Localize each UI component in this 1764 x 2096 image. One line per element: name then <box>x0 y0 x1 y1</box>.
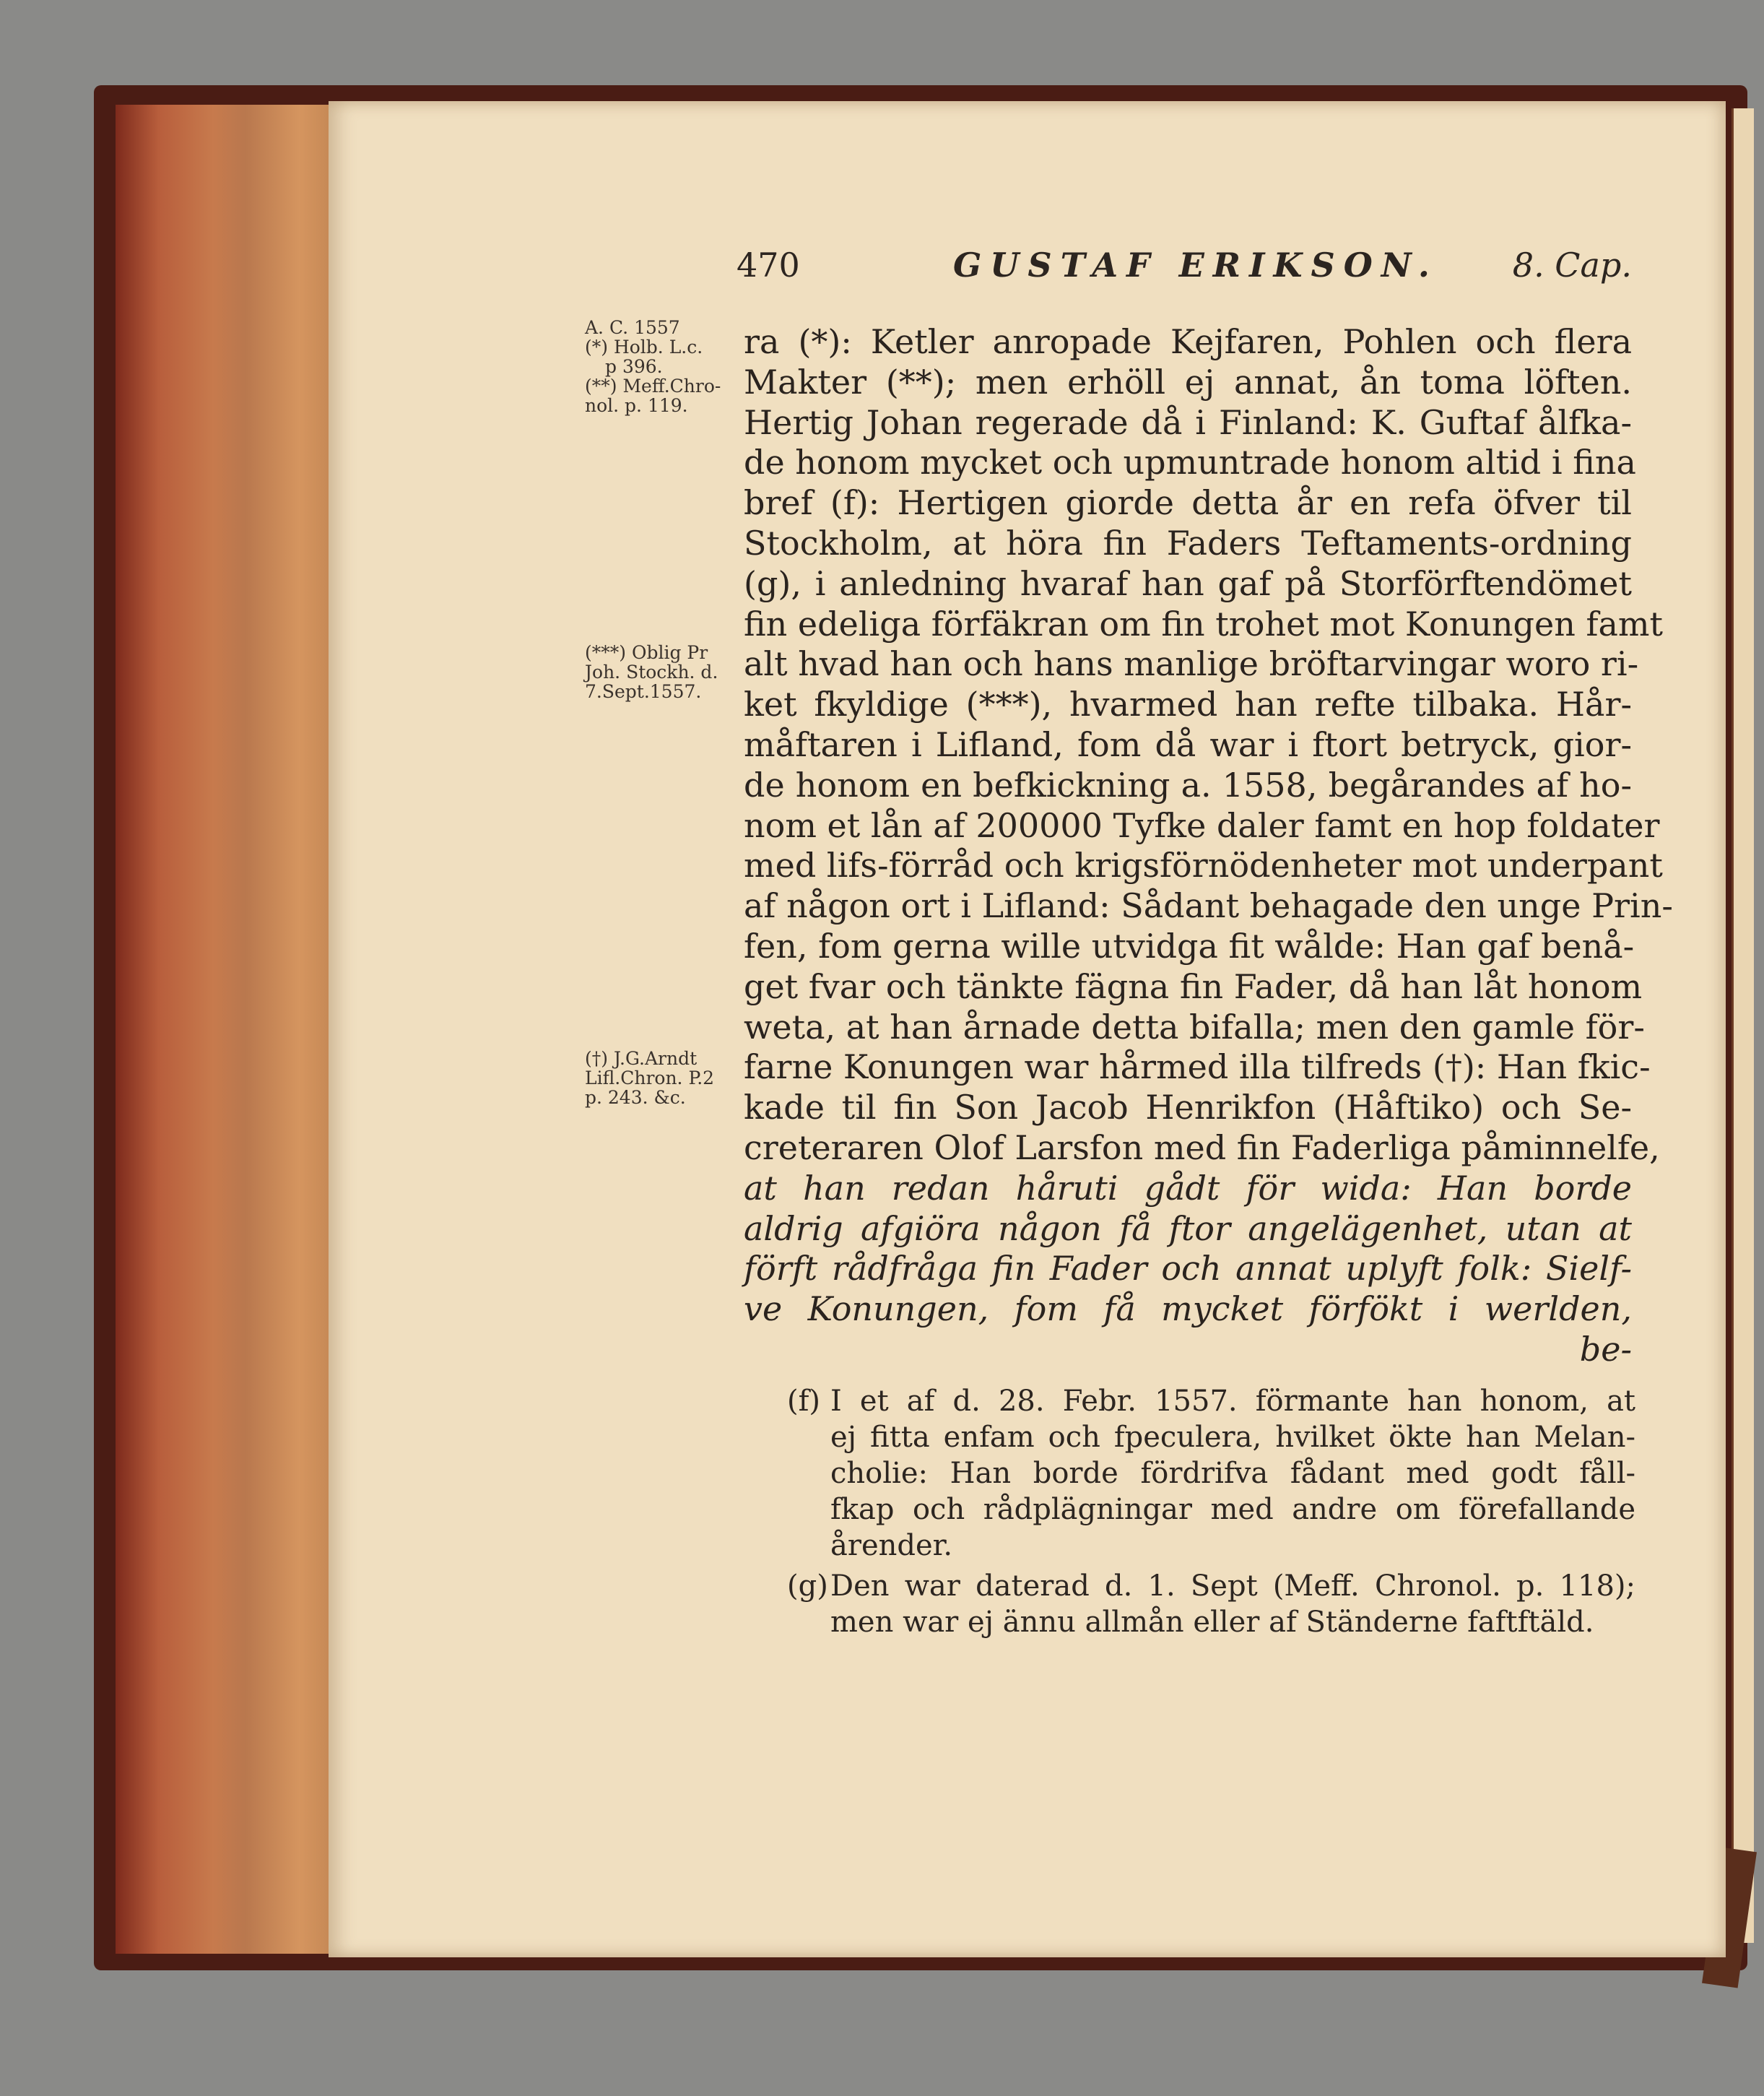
footnote-label: (g) <box>787 1569 828 1603</box>
text-line: de honom mycket och upmuntrade honom altid i fina <box>744 443 1636 482</box>
margin-note-line: p. 243. &c. <box>585 1087 686 1108</box>
margin-note-line: Lifl.Chron. P.2 <box>585 1068 715 1088</box>
margin-note-line: (**) Meff.Chro- <box>585 376 721 397</box>
margin-note-line: (*) Holb. L.c. <box>585 337 703 358</box>
footnote-line: I et af d. 28. Febr. 1557. förmante han honom, at <box>830 1385 1635 1418</box>
text-line: af någon ort i Lifland: Sådant behagade den unge Prin- <box>744 886 1673 926</box>
text-line: Hertig Johan regerade då i Finland: K. Guftaf ålfka- <box>744 402 1632 442</box>
text-line: bref (f): Hertigen giorde detta år en refa öfver til <box>744 483 1632 523</box>
margin-note-line: (†) J.G.Arndt <box>585 1048 698 1069</box>
facing-page-edge <box>1732 108 1754 1943</box>
chapter-label: 8. Cap. <box>1512 246 1632 285</box>
text-line: Stockholm, at höra fin Faders Teftaments-ordning <box>744 523 1632 563</box>
text-line: farne Konungen war hårmed illa tilfreds (†): Han fkic- <box>744 1047 1651 1087</box>
text-line: nom et lån af 200000 Tyfke daler famt en hop foldater <box>744 805 1660 845</box>
text-line: kade til fin Son Jacob Henrikfon (Håftiko) och Se- <box>744 1088 1632 1127</box>
text-line: weta, at han årnade detta bifalla; men den gamle för- <box>744 1007 1645 1047</box>
text-line: de honom en befkickning a. 1558, begårandes af ho- <box>744 765 1632 805</box>
text-line: creteraren Olof Larsfon med fin Faderliga påminnelfe, <box>744 1127 1660 1167</box>
running-title: GUSTAF ERIKSON. <box>953 246 1438 285</box>
text-line: fen, fom gerna wille utvidga fit wålde: Han gaf benå- <box>744 926 1635 966</box>
catchword: be- <box>1579 1329 1632 1369</box>
footnote-line: årender. <box>830 1529 953 1562</box>
footnotes <box>787 1383 1635 1643</box>
margin-note <box>585 318 737 415</box>
margin-note <box>585 643 737 701</box>
text-line: at han redan håruti gådt för wida: Han borde <box>744 1168 1632 1208</box>
footnote-line: ej fitta enfam och fpeculera, hvilket ökte han Melan- <box>830 1421 1635 1454</box>
text-line: aldrig afgiöra någon få ftor angelägenhet, utan at <box>744 1208 1632 1248</box>
text-line: ket fkyldige (***), hvarmed han refte tilbaka. Hår- <box>744 685 1632 724</box>
footnote-line: fkap och rådplägningar med andre om förefallande <box>830 1493 1635 1526</box>
margin-note-line: Joh. Stockh. d. <box>585 662 718 683</box>
page-number: 470 <box>737 246 800 285</box>
footnote-line: Den war daterad d. 1. Sept (Meff. Chronol. p. 118); <box>830 1569 1635 1603</box>
page-edges <box>116 105 332 1954</box>
text-line: måftaren i Lifland, fom då war i ftort betryck, gior- <box>744 724 1632 764</box>
text-line: get fvar och tänkte fägna fin Fader, då han låt honom <box>744 966 1643 1006</box>
margin-note-line: p 396. <box>605 356 663 377</box>
text-line: med lifs-förråd och krigsförnödenheter mot underpant <box>744 846 1663 885</box>
text-line: förft rådfråga fin Fader och annat uplyft folk: Sielf- <box>744 1249 1632 1289</box>
footnote-line: men war ej ännu allmån eller af Ständerne faftftäld. <box>830 1606 1594 1639</box>
margin-note-line: A. C. 1557 <box>585 317 680 338</box>
footnote <box>787 1383 1635 1564</box>
margin-notes <box>585 318 737 1185</box>
text-line: ra (*): Ketler anropade Kejfaren, Pohlen och flera <box>744 322 1632 361</box>
text-line: Makter (**); men erhöll ej annat, ån toma löften. <box>744 362 1632 402</box>
footnote <box>787 1568 1635 1640</box>
text-line: alt hvad han och hans manlige bröftarvingar woro ri- <box>744 644 1639 684</box>
footnote-label: (f) <box>787 1385 821 1418</box>
running-head <box>737 246 1632 296</box>
margin-note-line: (***) Oblig Pr <box>585 642 708 663</box>
text-line: fin edeliga förfäkran om fin trohet mot Konungen famt <box>744 604 1664 644</box>
footnote-line: cholie: Han borde fördrifva fådant med godt fåll- <box>830 1457 1635 1490</box>
text-line: ve Konungen, fom få mycket förfökt i werlden, <box>744 1289 1632 1329</box>
main-text <box>744 322 1673 1377</box>
margin-note-line: nol. p. 119. <box>585 395 688 416</box>
margin-note <box>585 1049 737 1107</box>
margin-note-line: 7.Sept.1557. <box>585 681 702 702</box>
text-line: (g), i anledning hvaraf han gaf på Storförftendömet <box>744 563 1632 603</box>
